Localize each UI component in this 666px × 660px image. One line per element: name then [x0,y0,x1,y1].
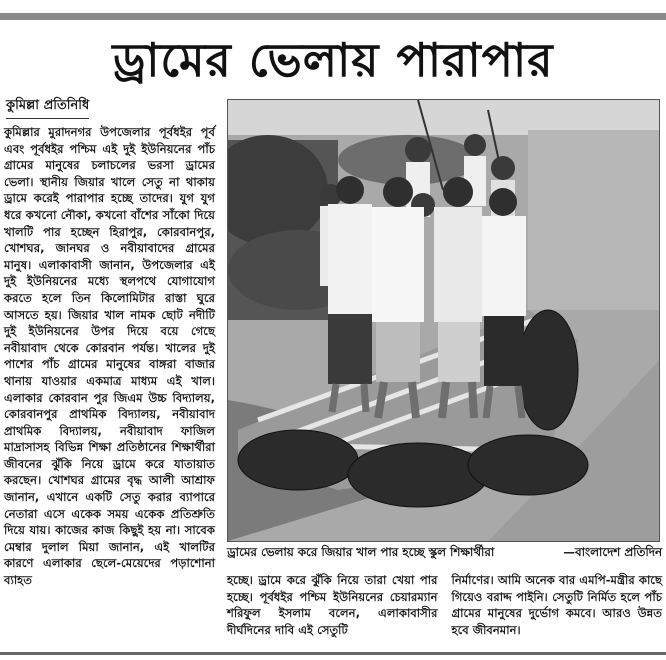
byline: কুমিল্লা প্রতিনিধি [6,96,89,119]
photo-students-on-drum-raft [228,100,659,541]
headline: ড্রামের ভেলায় পারাপার [112,33,554,87]
photo-caption [227,544,662,560]
article-body-right: নির্মাণের। আমি অনেক বার এমপি-মন্ত্রীর কাছে গিয়েও বরাদ্দ পাইনি। সেতুটি নির্মিত হলে পাঁচ গ্রামের মানুষের দুর্ভোগ কমবে। আরও উন্নত হবে জীবনমান। [451,573,662,637]
top-rule [0,13,666,20]
photo-credit: —বাংলাদেশ প্রতিদিন [563,545,662,559]
article-body-left: কুমিল্লার মুরাদনগর উপজেলার পূর্বধইর পূর্ব এবং পূর্বধইর পশ্চিম এই দুই ইউনিয়নের পাঁচ গ্রামের মানুষের চলাচলের ভরসা ড্রামের ভেলা। স্থানীয় জিয়ার খালে সেতু না থাকায় ড্রামে করেই পারাপার হচ্ছে তাদের। যুগ যুগ ধরে কখনো নৌকা, কখনো বাঁশের সাঁকো দিয়ে খালটি পার হচ্ছেন হিরাপুর, কোরবানপুর, খোশঘর, জানঘর ও নবীয়াবাদের গ্রামের মানুষ। এলাকাবাসী জানান, উপজেলার এই দুই ইউনিয়নের মধ্যে স্থলপথে যোগাযোগ করতে হলে তিন কিলোমিটার রাস্তা ঘুরে আসতে হয়। জিয়ার খাল নামক ছোট নদীটি দুই ইউনিয়নের উপর দিয়ে বয়ে গেছে নবীয়াবাদ থেকে কোরবান পর্যন্ত। খালের দুই পাশের পাঁচ গ্রামের মানুষের বাঙ্গরা বাজার থানায় যাওয়ার একমাত্র মাধ্যম এই খাল। এলাকার কোরবান পুর জিএম উচ্চ বিদ্যালয়, কোরবানপুর প্রাথমিক বিদ্যালয়, নবীয়াবাদ প্রাথমিক বিদ্যালয়, নবীয়াবাদ ফাজিল মাদ্রাসাসহ বিভিন্ন শিক্ষা প্রতিষ্ঠানের শিক্ষার্থীরা জীবনের ঝুঁকি নিয়ে ড্রামে করে যাতায়াত করছেন। খোশঘর গ্রামের বৃদ্ধ আলী আশ্রাফ জানান, এখানে একটি সেতু করার ব্যাপারে নেতারা এসে একেক সময় একেক প্রতিশ্রুতি দিয়ে যায়। কাজের কাজ কিছুই হয় না। সাবেক মেম্বার দুলাল মিয়া জানান, এই খালটির কারণে এলাকার ছেলে-মেয়েদের পড়াশোনা ব্যাহত [4,125,215,588]
news-photo [227,99,660,542]
caption-text: ড্রামের ভেলায় করে জিয়ার খাল পার হচ্ছে স্কুল শিক্ষার্থীরা [227,545,495,559]
article-continuation [227,572,662,638]
article-body-mid: হচ্ছে। ড্রামে করে ঝুঁকি নিয়ে তারা খেয়া পার হচ্ছে। পূর্বধইর পশ্চিম ইউনিয়নের চেয়ারম্যান শরিফুল ইসলাম বলেন, এলাকাবাসীর দীর্ঘদিনের দাবি এই সেতুটি [227,573,438,637]
bottom-rule [0,652,666,655]
